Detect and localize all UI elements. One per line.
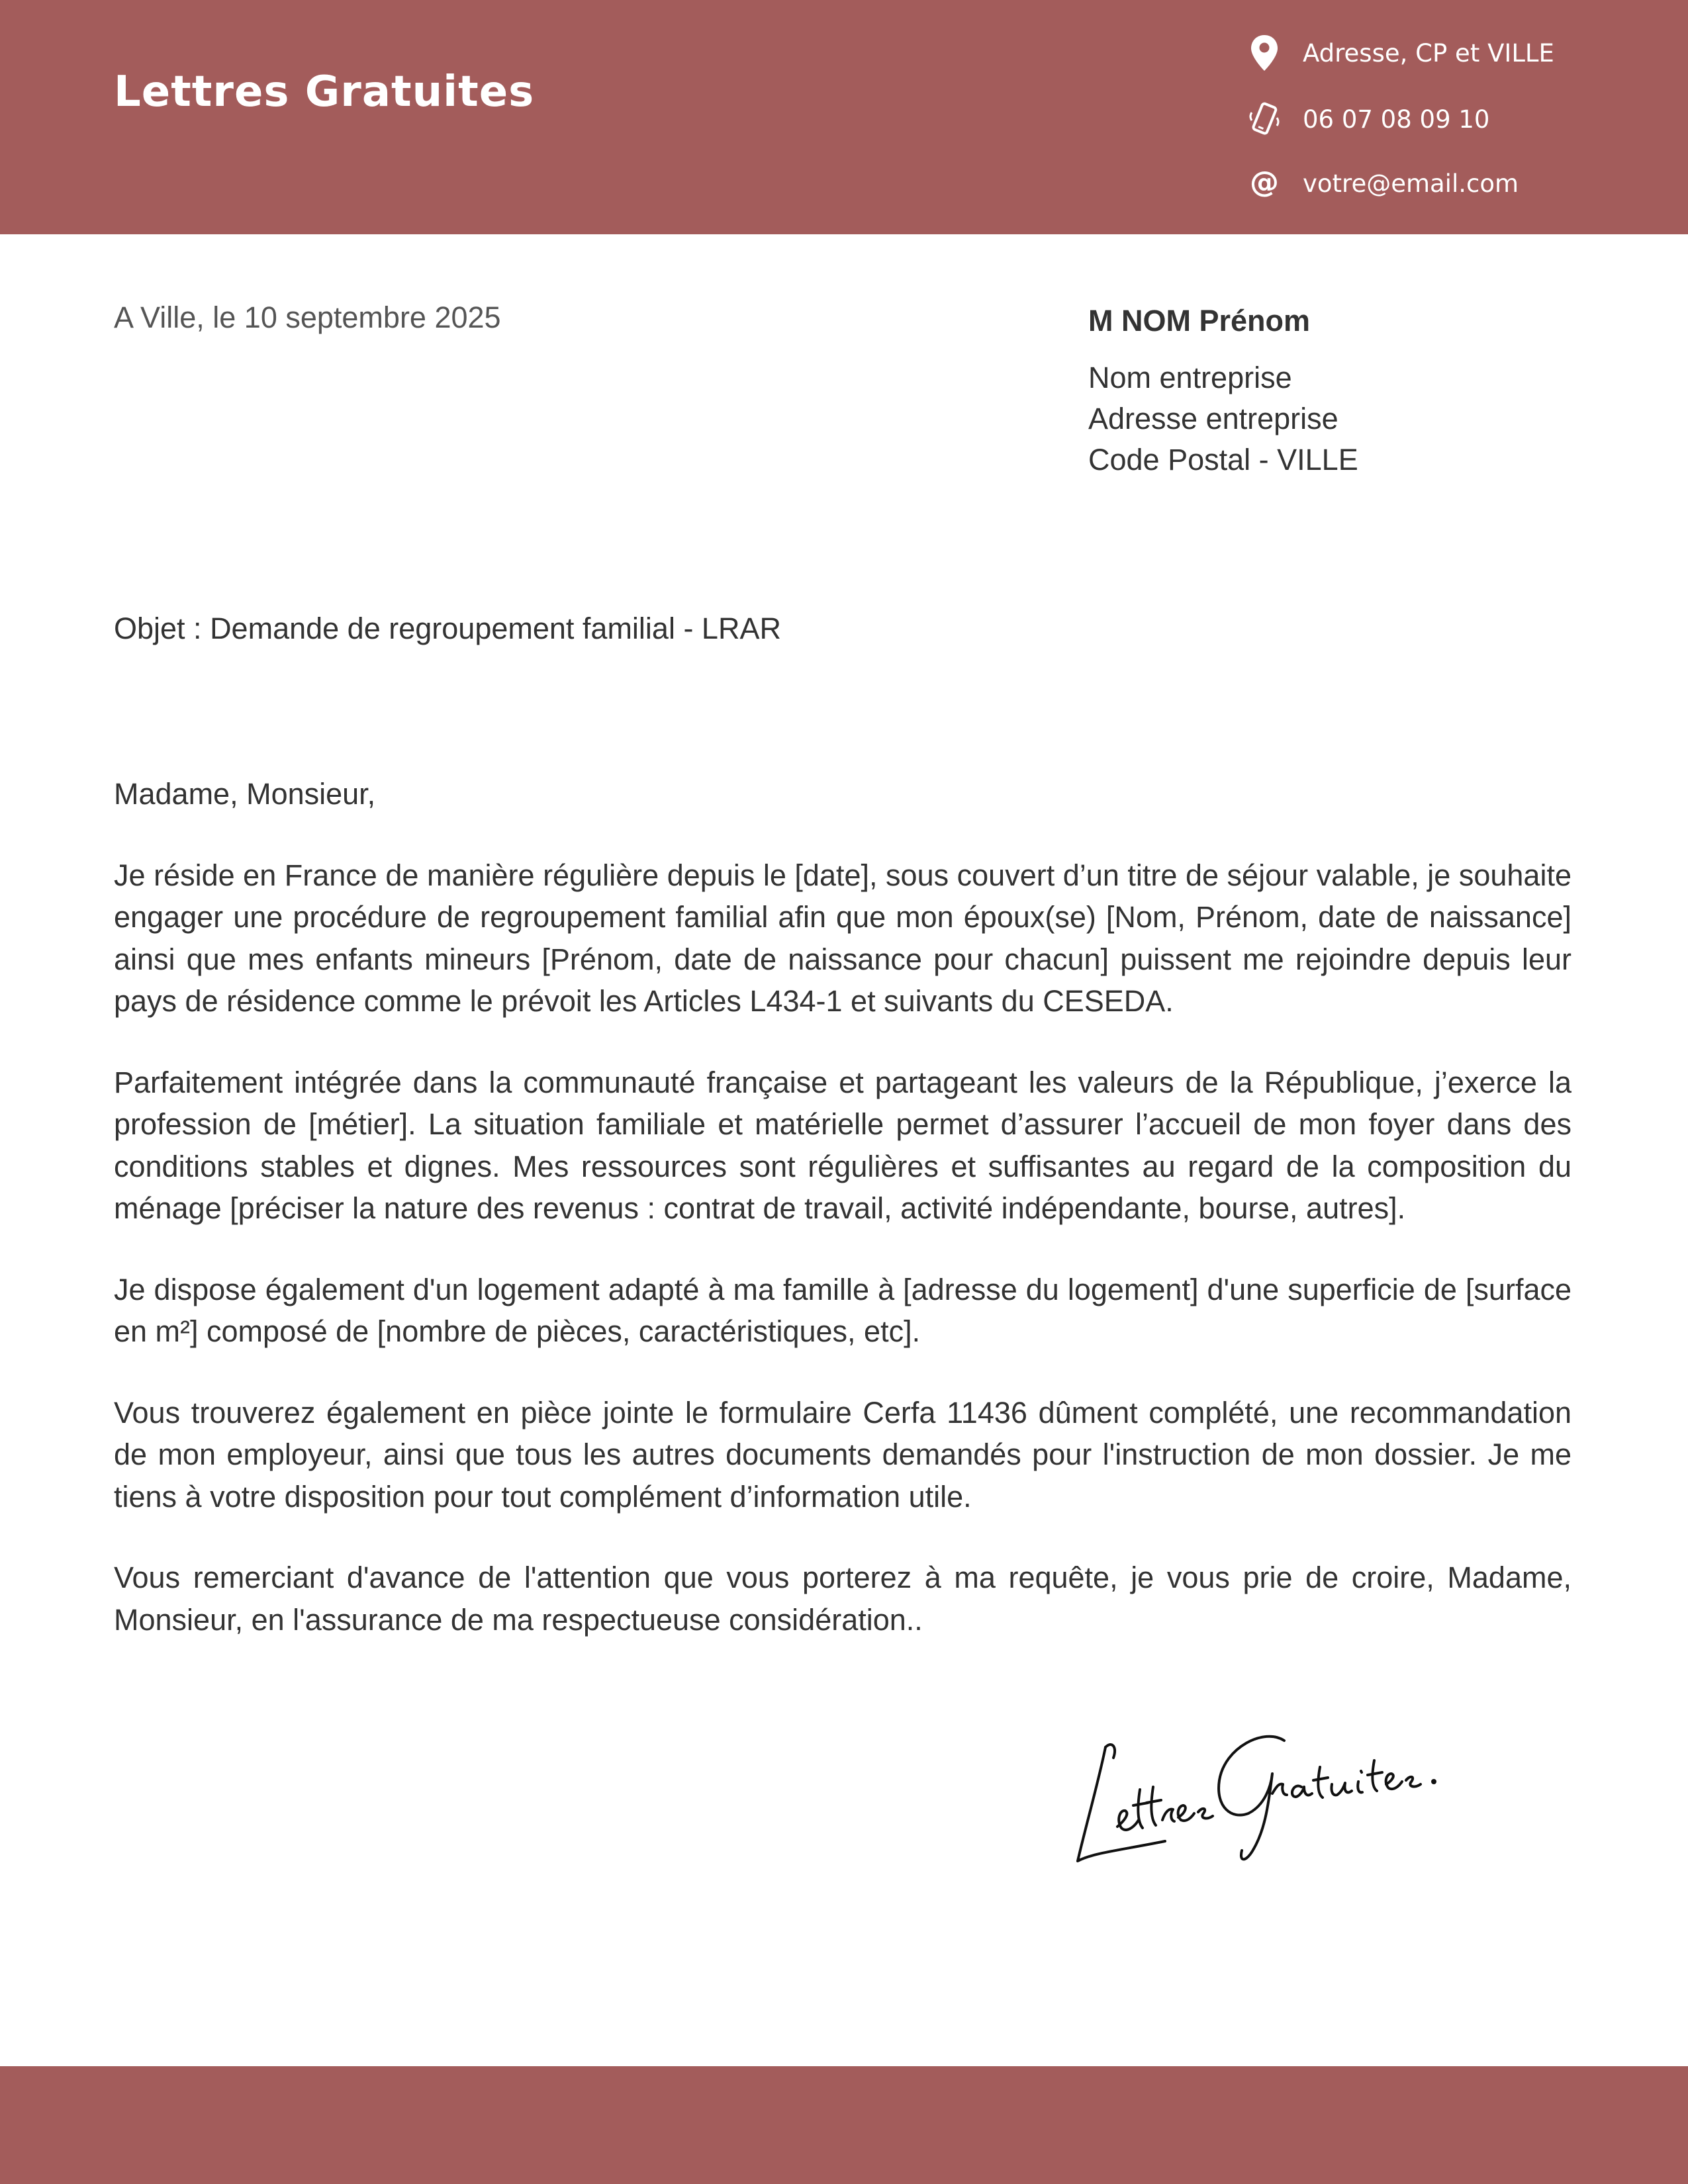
recipient-block: [1088, 300, 1358, 480]
paragraph: Vous trouverez également en pièce jointe le formulaire Cerfa 11436 dûment complété, une recommandation de mon employeur, ainsi que tous les autres documents demandés pour l'instruction de mon dossier. Je me tiens à votre disposition pour tout complément d’information utile.: [114, 1395, 1571, 1514]
recipient-name: M NOM Prénom: [1088, 304, 1311, 338]
svg-text:@: @: [1250, 167, 1279, 199]
paragraph: Je réside en France de manière régulière depuis le [date], sous couvert d’un titre de séjour valable, je souhaite engager une procédure de regroupement familial afin que mon époux(se) [Nom, Prénom, date de naissance] ainsi que mes enfants mineurs [Prénom, date de naissance pour chacun] puissent me rejoindre depuis leur pays de résidence comme le prévoit les Articles L434-1 et suivants du CESEDA.: [114, 858, 1571, 1018]
letter-subject: Objet : Demande de regroupement familial - LRAR: [114, 612, 781, 645]
contact-address: [1244, 33, 1554, 73]
recipient-city: Code Postal - VILLE: [1088, 443, 1358, 477]
paragraph: Vous remerciant d'avance de l'attention que vous porterez à ma requête, je vous prie de croire, Madame, Monsieur, en l'assurance de ma respectueuse considération..: [114, 1561, 1571, 1637]
paragraph: Parfaitement intégrée dans la communauté française et partageant les valeurs de la République, j’exerce la profession de [métier]. La situation familiale et matérielle permet d’assurer l’accueil de mon foyer dans des conditions stables et dignes. Mes ressources sont régulières et suffisantes au regard de la composition du ménage [préciser la nature des revenus : contrat de travail, activité indépendante, bourse, autres].: [114, 1065, 1571, 1225]
email-text: votre@email.com: [1303, 169, 1519, 198]
letter-header: [0, 0, 1688, 234]
address-text: Adresse, CP et VILLE: [1303, 38, 1554, 68]
salutation: Madame, Monsieur,: [114, 777, 376, 811]
at-sign-icon: [1244, 163, 1284, 203]
letter-date: A Ville, le 10 septembre 2025: [114, 300, 501, 334]
contact-phone: [1244, 99, 1489, 139]
brand-title: Lettres Gratuites: [114, 68, 535, 116]
recipient-company: Nom entreprise: [1088, 361, 1292, 394]
location-pin-icon: [1244, 33, 1284, 73]
recipient-address: Adresse entreprise: [1088, 402, 1338, 435]
contact-email: [1244, 163, 1519, 203]
paragraph: Je dispose également d'un logement adapté à ma famille à [adresse du logement] d'une superficie de [surface en m²] composé de [nombre de pièces, caractéristiques, etc].: [114, 1272, 1571, 1348]
handwritten-signature: [1066, 1721, 1456, 1880]
letter-body: [114, 773, 1571, 1680]
letter-footer: [0, 2066, 1688, 2184]
phone-icon: [1244, 99, 1284, 139]
phone-text: 06 07 08 09 10: [1303, 105, 1490, 134]
